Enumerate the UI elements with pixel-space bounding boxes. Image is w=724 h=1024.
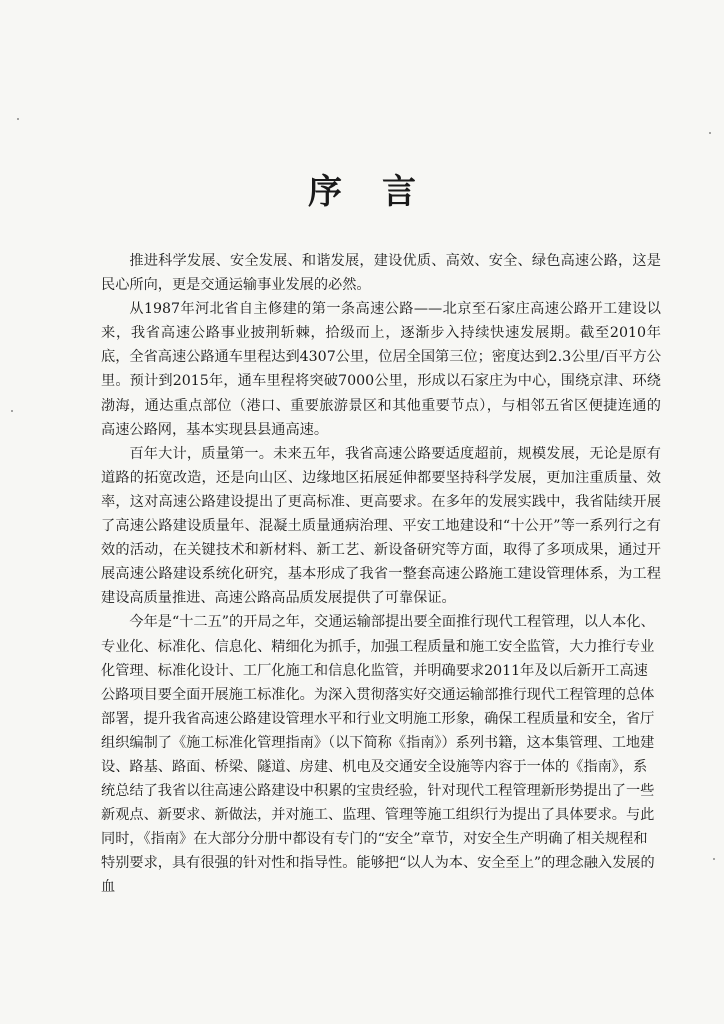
body-text bbox=[101, 249, 661, 900]
page-title: 序言 bbox=[308, 172, 456, 212]
scan-speck bbox=[713, 858, 715, 860]
paragraph-2: 从1987年河北省自主修建的第一条高速公路——北京至石家庄高速公路开工建设以来，我省高速公路事业披荆斩棘，拾级而上，逐渐步入持续快速发展期。截至2010年底，全省高速公路通车里程达到4307公里，位居全国第三位；密度达到2.3公里/百平方公里。预计到2015年，通车里程将突破7000公里，形成以石家庄为中心，围绕京津、环绕渤海，通达重点部位（港口、重要旅游景区和其他重要节点），与相邻五省区便捷连通的高速公路网，基本实现县县通高速。 bbox=[101, 301, 662, 438]
paragraph-4: 今年是“十二五”的开局之年，交通运输部提出要全面推行现代工程管理，以人本化、专业化、标准化、信息化、精细化为抓手，加强工程质量和施工安全监管，大力推行专业化管理、标准化设计、工厂化施工和信息化监管，并明确要求2011年及以后新开工高速公路项目要全面开展施工标准化。为深入贯彻落实好交通运输部推行现代工程管理的总体部署，提升我省高速公路建设管理水平和行业文明施工形象，确保工程质量和安全，省厅组织编制了《施工标准化管理指南》（以下简称《指南》）系列书籍，这本集管理、工地建设、路基、路面、桥梁、隧道、房建、机电及交通安全设施等内容于一体的《指南》，系统总结了我省以往高速公路建设中积累的宝贵经验，针对现代工程管理新形势提出了一些新观点、新要求、新做法，并对施工、监理、管理等施工组织行为提出了具体要求。与此同时，《指南》在大部分分册中都设有专门的“安全”章节，对安全生产明确了相关规程和特别要求，具有很强的针对性和指导性。能够把“以人为本、安全至上”的理念融入发展的血 bbox=[101, 614, 655, 896]
scan-speck bbox=[17, 118, 19, 120]
scan-speck bbox=[709, 132, 711, 134]
paragraph-3: 百年大计，质量第一。未来五年，我省高速公路要适度超前，规模发展，无论是原有道路的拓宽改造，还是向山区、边缘地区拓展延伸都要坚持科学发展，更加注重质量、效率，这对高速公路建设提出了更高标准、更高要求。在多年的发展实践中，我省陆续开展了高速公路建设质量年、混凝土质量通病治理、平安工地建设和“十公开”等一系列行之有效的活动，在关键技术和新材料、新工艺、新设备研究等方面，取得了多项成果，通过开展高速公路建设系统化研究，基本形成了我省一整套高速公路施工建设管理体系，为工程建设高质量推进、高速公路高品质发展提供了可靠保证。 bbox=[101, 445, 661, 607]
paragraph-1: 推进科学发展、安全发展、和谐发展，建设优质、高效、安全、绿色高速公路，这是民心所向，更是交通运输事业发展的必然。 bbox=[101, 253, 661, 294]
scan-speck bbox=[11, 410, 13, 412]
